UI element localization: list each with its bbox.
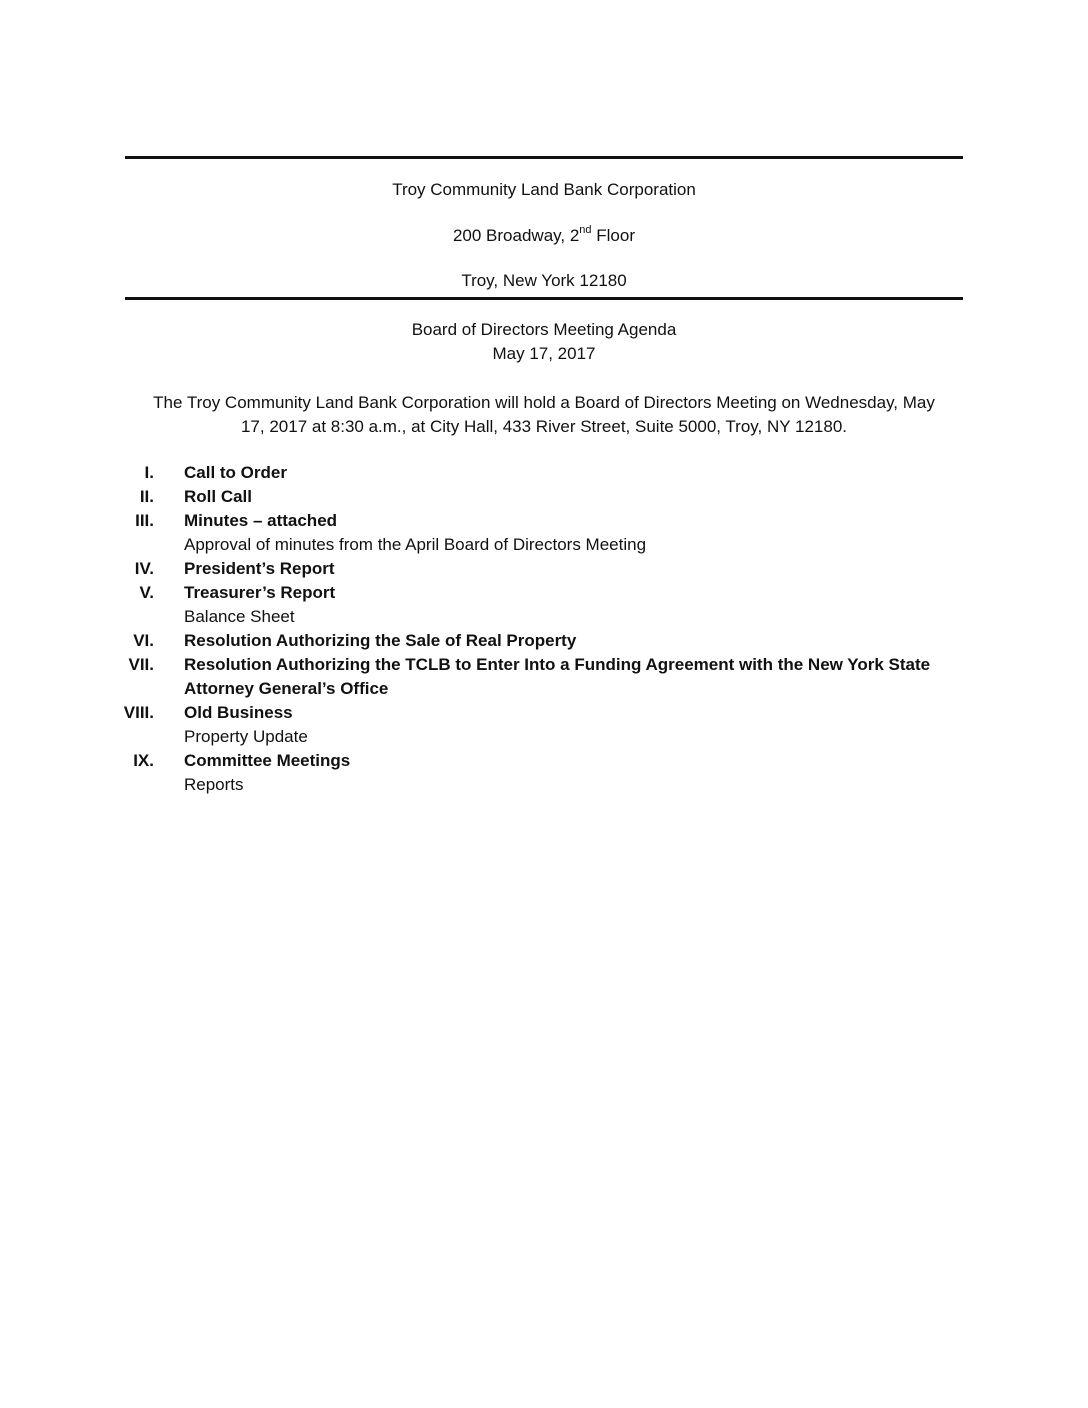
agenda-item-title-continued: Attorney General’s Office [184,679,389,698]
agenda-item-detail: Approval of minutes from the April Board of Directors Meeting [184,535,647,554]
agenda-item-minutes [0,509,1088,557]
agenda-item-detail: Balance Sheet [184,607,295,626]
organization-address [125,225,963,247]
agenda-item-title: President’s Report [184,559,335,578]
meeting-intro-line-1: The Troy Community Land Bank Corporation will hold a Board of Directors Meeting on Wednesday, May [153,393,935,412]
meeting-intro-line-2: 17, 2017 at 8:30 a.m., at City Hall, 433 River Street, Suite 5000, Troy, NY 12180. [240,417,848,436]
agenda-numeral: VII. [128,655,154,674]
header-bottom-rule [125,297,963,300]
header-top-rule [125,156,963,159]
agenda-item-funding-resolution [0,653,1088,701]
address-suffix: Floor [591,226,636,245]
agenda-numeral: VIII. [123,703,154,722]
agenda-item-title: Resolution Authorizing the TCLB to Enter Into a Funding Agreement with the New York State [184,655,931,674]
agenda-item-detail: Reports [184,775,244,794]
agenda-item-title: Minutes – attached [184,511,338,530]
agenda-title: Board of Directors Meeting Agenda [411,320,677,339]
agenda-date: May 17, 2017 [492,344,596,363]
agenda-item-committee-meetings [0,749,1088,797]
address-main: 200 Broadway, 2 [452,226,580,245]
organization-name: Troy Community Land Bank Corporation [392,180,696,199]
agenda-numeral: VI. [133,631,154,650]
agenda-item-title: Resolution Authorizing the Sale of Real Property [184,631,577,650]
agenda-numeral: IX. [133,751,154,770]
agenda-numeral: IV. [134,559,154,578]
agenda-item-title: Old Business [184,703,293,722]
agenda-numeral: II. [139,487,154,506]
agenda-item-title: Call to Order [184,463,287,482]
agenda-numeral: I. [144,463,154,482]
agenda-item-treasurers-report [0,581,1088,629]
agenda-item-title: Committee Meetings [184,751,351,770]
address-superscript: nd [579,224,592,237]
meeting-intro [125,391,963,439]
organization-city: Troy, New York 12180 [461,271,627,290]
agenda-item-old-business [0,701,1088,749]
agenda-numeral: III. [135,511,154,530]
agenda-item-presidents-report [0,557,1088,581]
agenda-list [0,461,1088,797]
agenda-numeral: V. [139,583,154,602]
agenda-item-roll-call [0,485,1088,509]
agenda-item-title: Roll Call [184,487,253,506]
agenda-item-sale-resolution [0,629,1088,653]
agenda-item-detail: Property Update [184,727,308,746]
agenda-item-call-to-order [0,461,1088,485]
agenda-item-title: Treasurer’s Report [184,583,336,602]
